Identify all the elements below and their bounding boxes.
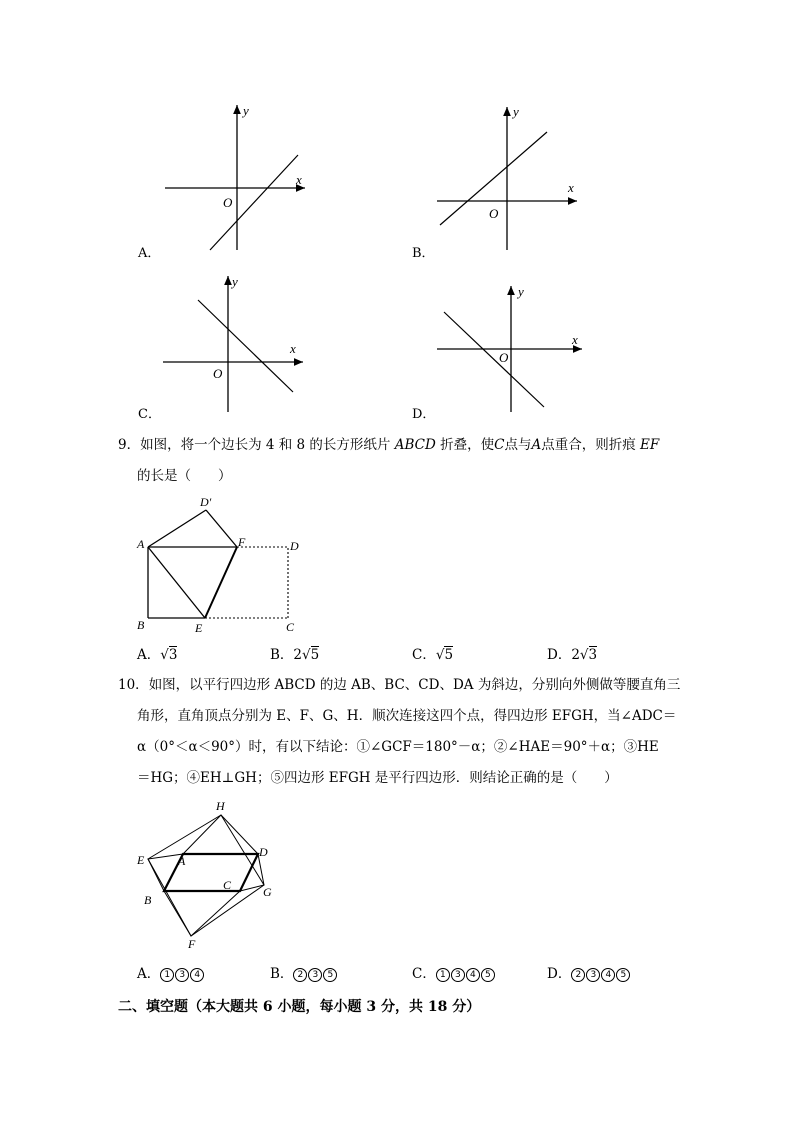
q10-option-a[interactable]: A． 1 3 4 bbox=[137, 963, 205, 985]
q9-figure bbox=[130, 490, 310, 640]
q10-label-F: F bbox=[188, 937, 196, 951]
q9-option-d[interactable]: D．2√3 bbox=[547, 647, 598, 663]
graph-d bbox=[432, 282, 592, 417]
graph-b-origin: O bbox=[489, 206, 499, 221]
graph-d-line bbox=[444, 312, 544, 407]
graph-d-origin: O bbox=[499, 350, 509, 365]
q10-line1: 10．如图，以平行四边形 ABCD 的边 AB、BC、CD、DA 为斜边，分别向外侧做等腰直角三 bbox=[118, 677, 681, 693]
q10-figure bbox=[130, 795, 290, 955]
q9-label-D: D bbox=[290, 539, 299, 553]
q9-label-B: B bbox=[137, 618, 145, 632]
q10-label-E: E bbox=[137, 853, 145, 867]
graph-b bbox=[432, 102, 592, 257]
q10-line2: 角形，直角顶点分别为 E、F、G、H．顺次连接这四个点，得四边形 EFGH，当∠ADC＝ bbox=[137, 708, 677, 724]
q10-line3: α（0°＜α＜90°）时，有以下结论：①∠GCF＝180°－α；②∠HAE＝90°＋α；③HE bbox=[137, 739, 659, 755]
graph-c-origin: O bbox=[213, 366, 223, 381]
q10-label-H: H bbox=[216, 799, 225, 813]
q9-label-E: E bbox=[195, 621, 203, 635]
graph-b-y-label: y bbox=[513, 104, 519, 119]
q10-option-d[interactable]: D． 2 3 4 5 bbox=[547, 963, 631, 985]
section-2-title: 二、填空题（本大题共 6 小题，每小题 3 分，共 18 分） bbox=[118, 999, 481, 1015]
graph-c bbox=[160, 272, 320, 417]
q9-label-F: F bbox=[238, 535, 246, 549]
q9-number: 9． bbox=[118, 437, 141, 453]
graph-c-y-label: y bbox=[232, 274, 238, 289]
q9-line1: 9．如图，将一个边长为 4 和 8 的长方形纸片 ABCD 折叠，使C点与A点重合，则折痕 EF bbox=[118, 437, 660, 453]
graph-d-label[interactable]: D． bbox=[412, 407, 436, 422]
q10-option-c[interactable]: C． 1 3 4 5 bbox=[412, 963, 496, 985]
graph-d-x-label: x bbox=[572, 332, 578, 347]
graph-a bbox=[160, 100, 320, 255]
q10-option-b[interactable]: B． 2 3 5 bbox=[270, 963, 338, 985]
graph-b-x-label: x bbox=[568, 180, 574, 195]
q10-label-A: A bbox=[178, 854, 186, 868]
q9-option-b[interactable]: B．2√5 bbox=[270, 647, 320, 663]
q9-option-c[interactable]: C．√5 bbox=[412, 647, 454, 663]
graph-b-label[interactable]: B． bbox=[412, 246, 435, 261]
graph-a-origin: O bbox=[223, 195, 233, 210]
graph-a-label[interactable]: A． bbox=[138, 246, 161, 261]
q9-option-a[interactable]: A．√3 bbox=[137, 647, 178, 663]
q10-number: 10． bbox=[118, 677, 149, 693]
q10-line4: ＝HG；④EH⊥GH；⑤四边形 EFGH 是平行四边形．则结论正确的是（ ） bbox=[137, 770, 618, 786]
q9-line2: 的长是（ ） bbox=[137, 468, 232, 484]
q9-label-C: C bbox=[286, 620, 295, 634]
q9-label-A: A bbox=[137, 537, 145, 551]
graph-a-x-label: x bbox=[296, 172, 302, 187]
graph-c-label[interactable]: C． bbox=[138, 407, 161, 422]
q10-label-D: D bbox=[259, 845, 268, 859]
q10-label-B: B bbox=[144, 893, 152, 907]
q10-label-G: G bbox=[263, 885, 272, 899]
q10-label-C: C bbox=[223, 878, 232, 892]
graph-c-x-label: x bbox=[290, 341, 296, 356]
graph-d-y-label: y bbox=[518, 284, 524, 299]
q9-label-Dp: D′ bbox=[200, 495, 212, 509]
graph-a-y-label: y bbox=[243, 103, 249, 118]
